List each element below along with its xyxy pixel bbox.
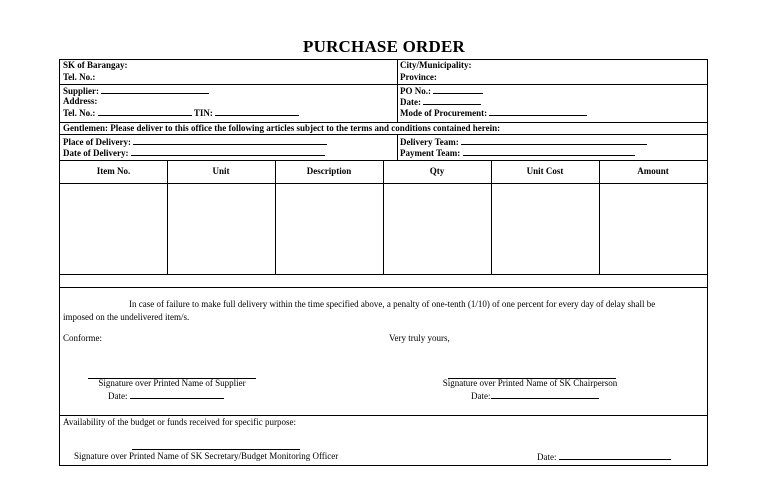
table-cell-item-no[interactable] bbox=[60, 184, 167, 274]
tel-no-label: Tel. No.: bbox=[63, 72, 96, 82]
supplier-label: Supplier: bbox=[63, 86, 100, 96]
tin-label: TIN: bbox=[193, 108, 213, 118]
very-truly-yours-label: Very truly yours, bbox=[389, 333, 450, 343]
chairperson-date-blank[interactable] bbox=[491, 390, 599, 399]
table-cell-unit-cost[interactable] bbox=[492, 184, 599, 274]
date-blank[interactable] bbox=[423, 96, 481, 105]
secretary-signature-line[interactable] bbox=[132, 449, 300, 450]
address-label: Address: bbox=[63, 96, 98, 106]
date-delivery-blank[interactable] bbox=[131, 147, 325, 156]
column-header-unit: Unit bbox=[212, 166, 230, 176]
city-label: City/Municipality: bbox=[400, 60, 472, 70]
table-cell-unit[interactable] bbox=[168, 184, 275, 274]
divider-table-body-bottom bbox=[60, 274, 707, 275]
tel-no-2-label: Tel. No.: bbox=[63, 108, 96, 118]
payment-team-label: Payment Team: bbox=[400, 148, 461, 158]
date-label: Date: bbox=[400, 97, 421, 107]
po-no-label: PO No.: bbox=[400, 86, 431, 96]
conforme-label: Conforme: bbox=[63, 333, 102, 343]
column-header-unit-cost: Unit Cost bbox=[526, 166, 564, 176]
place-delivery-label: Place of Delivery: bbox=[63, 137, 131, 147]
mode-label: Mode of Procurement: bbox=[400, 108, 488, 118]
province-label: Province: bbox=[400, 72, 437, 82]
purchase-order-form bbox=[59, 59, 708, 466]
budget-availability-label: Availability of the budget or funds received for specific purpose: bbox=[63, 417, 297, 427]
supplier-date-blank[interactable] bbox=[130, 390, 224, 399]
mode-blank[interactable] bbox=[489, 107, 587, 116]
supplier-signature-label: Signature over Printed Name of Supplier bbox=[98, 378, 246, 388]
instructions-text: Gentlemen: Please deliver to this office the following articles subject to the terms and conditions contained herein: bbox=[63, 123, 501, 133]
chairperson-date-label: Date: bbox=[471, 391, 491, 401]
table-cell-description[interactable] bbox=[276, 184, 383, 274]
secretary-date-field[interactable] bbox=[537, 451, 671, 463]
supplier-date-label: Date: bbox=[108, 391, 128, 401]
payment-team-blank[interactable] bbox=[463, 147, 635, 156]
penalty-text-line2: imposed on the undelivered item/s. bbox=[63, 312, 190, 322]
sk-barangay-label: SK of Barangay: bbox=[63, 60, 128, 70]
date-delivery-field[interactable] bbox=[63, 147, 325, 159]
tel-no-blank[interactable] bbox=[98, 107, 192, 116]
secretary-date-blank[interactable] bbox=[559, 451, 671, 460]
penalty-text-line1: In case of failure to make full delivery within the time specified above, a penalty of one-tenth (1/10) of one percent for every day of delay shall be bbox=[129, 299, 656, 309]
supplier-blank[interactable] bbox=[101, 85, 209, 94]
divider-instructions-bottom bbox=[60, 134, 707, 135]
divider-header-middle bbox=[397, 60, 398, 122]
date-delivery-label: Date of Delivery: bbox=[63, 148, 129, 158]
delivery-team-label: Delivery Team: bbox=[400, 137, 459, 147]
po-no-blank[interactable] bbox=[433, 85, 483, 94]
secretary-signature-label: Signature over Printed Name of SK Secretary/Budget Monitoring Officer bbox=[74, 451, 339, 461]
payment-team-field[interactable] bbox=[400, 147, 635, 159]
table-cell-qty[interactable] bbox=[384, 184, 491, 274]
divider-delivery-middle bbox=[397, 134, 398, 160]
page-title: PURCHASE ORDER bbox=[303, 37, 465, 56]
table-cell-amount[interactable] bbox=[600, 184, 707, 274]
tin-blank[interactable] bbox=[215, 107, 299, 116]
column-header-description: Description bbox=[306, 166, 352, 176]
divider-table-bottom bbox=[60, 287, 707, 288]
divider-budget-top bbox=[60, 415, 707, 416]
column-header-item-no: Item No. bbox=[96, 166, 131, 176]
place-delivery-blank[interactable] bbox=[133, 136, 327, 145]
mode-field[interactable] bbox=[400, 107, 587, 119]
chairperson-date-field[interactable] bbox=[471, 390, 599, 402]
tel-tin-field[interactable] bbox=[63, 107, 299, 119]
chairperson-signature-label: Signature over Printed Name of SK Chairperson bbox=[442, 378, 618, 388]
delivery-team-blank[interactable] bbox=[461, 136, 647, 145]
column-header-qty: Qty bbox=[429, 166, 445, 176]
supplier-date-field[interactable] bbox=[108, 390, 224, 402]
secretary-date-label: Date: bbox=[537, 452, 557, 462]
column-header-amount: Amount bbox=[637, 166, 669, 176]
